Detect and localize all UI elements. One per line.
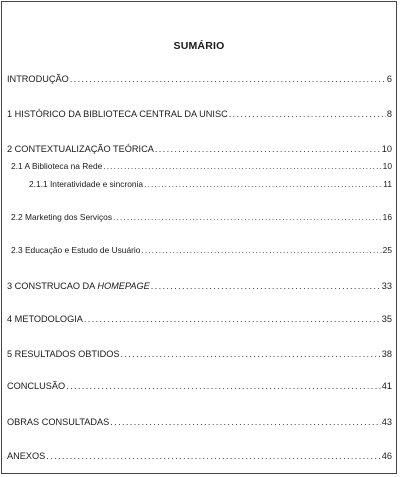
toc-entry-page: 10 (381, 144, 392, 154)
toc-entry-page: 8 (386, 109, 392, 119)
toc-entry-page: 46 (381, 451, 392, 461)
dot-leader (144, 178, 382, 190)
document-page (1, 1, 397, 474)
toc-entry-biblioteca-na-rede[interactable] (2, 158, 396, 172)
dot-leader (229, 108, 386, 120)
toc-entry-label: 2 CONTEXTUALIZAÇÃO TEÓRICA (7, 144, 154, 154)
dot-leader (113, 211, 382, 223)
dot-leader (66, 380, 381, 392)
toc-entry-label: 5 RESULTADOS OBTIDOS (7, 349, 120, 359)
toc-entry-page: 6 (386, 74, 392, 84)
toc-entry-interatividade[interactable] (2, 176, 396, 190)
dot-leader (103, 160, 381, 172)
toc-entry-introducao[interactable] (2, 71, 396, 85)
toc-entry-label: 4 METODOLOGIA (7, 314, 83, 324)
toc-entry-page: 38 (381, 349, 392, 359)
toc-entry-anexos[interactable] (2, 448, 396, 462)
toc-entry-label-prefix: 3 CONSTRUCAO DA (7, 281, 98, 291)
dot-leader (110, 416, 380, 428)
toc-entry-contextualizacao[interactable] (2, 141, 396, 155)
dot-leader (84, 313, 381, 325)
toc-entry-label: 2.1 A Biblioteca na Rede (11, 161, 103, 171)
dot-leader (70, 73, 386, 85)
toc-entry-page: 11 (383, 179, 392, 189)
toc-entry-page: 16 (382, 212, 392, 222)
toc-entry-label: 2.2 Marketing dos Serviços (11, 212, 113, 222)
dot-leader (46, 450, 380, 462)
toc-entry-label: 1 HISTÓRICO DA BIBLIOTECA CENTRAL DA UNISC (7, 109, 228, 119)
dot-leader (155, 143, 381, 155)
dot-leader (120, 348, 380, 360)
toc-entry-label-italic: HOMEPAGE (97, 281, 150, 291)
toc-entry-page: 33 (381, 281, 392, 291)
toc-entry-page: 25 (382, 245, 392, 255)
page-title: SUMÁRIO (173, 40, 225, 52)
toc-entry-page: 10 (382, 161, 392, 171)
toc-entry-resultados[interactable] (2, 346, 396, 360)
toc-entry-page: 43 (381, 417, 392, 427)
toc-entry-label: INTRODUÇÃO (7, 74, 69, 84)
toc-entry-marketing[interactable] (2, 209, 396, 223)
dot-leader (141, 244, 381, 256)
dot-leader (151, 280, 381, 292)
toc-entry-label: 2.1.1 Interatividade e sincronia (29, 179, 144, 189)
toc-entry-label: 2.3 Educação e Estudo de Usuário (11, 245, 141, 255)
toc-entry-page: 41 (381, 381, 392, 391)
toc-entry-label: CONCLUSÃO (7, 381, 66, 391)
toc-entry-conclusao[interactable] (2, 378, 396, 392)
toc-entry-label: OBRAS CONSULTADAS (7, 417, 110, 427)
toc-entry-page: 35 (381, 314, 392, 324)
toc-entry-educacao[interactable] (2, 242, 396, 256)
toc-entry-metodologia[interactable] (2, 311, 396, 325)
toc-entry-construcao-homepage[interactable] (2, 278, 396, 292)
toc-entry-historico[interactable] (2, 106, 396, 120)
toc-entry-label (7, 280, 150, 292)
toc-entry-obras-consultadas[interactable] (2, 414, 396, 428)
toc-entry-label: ANEXOS (7, 451, 46, 461)
